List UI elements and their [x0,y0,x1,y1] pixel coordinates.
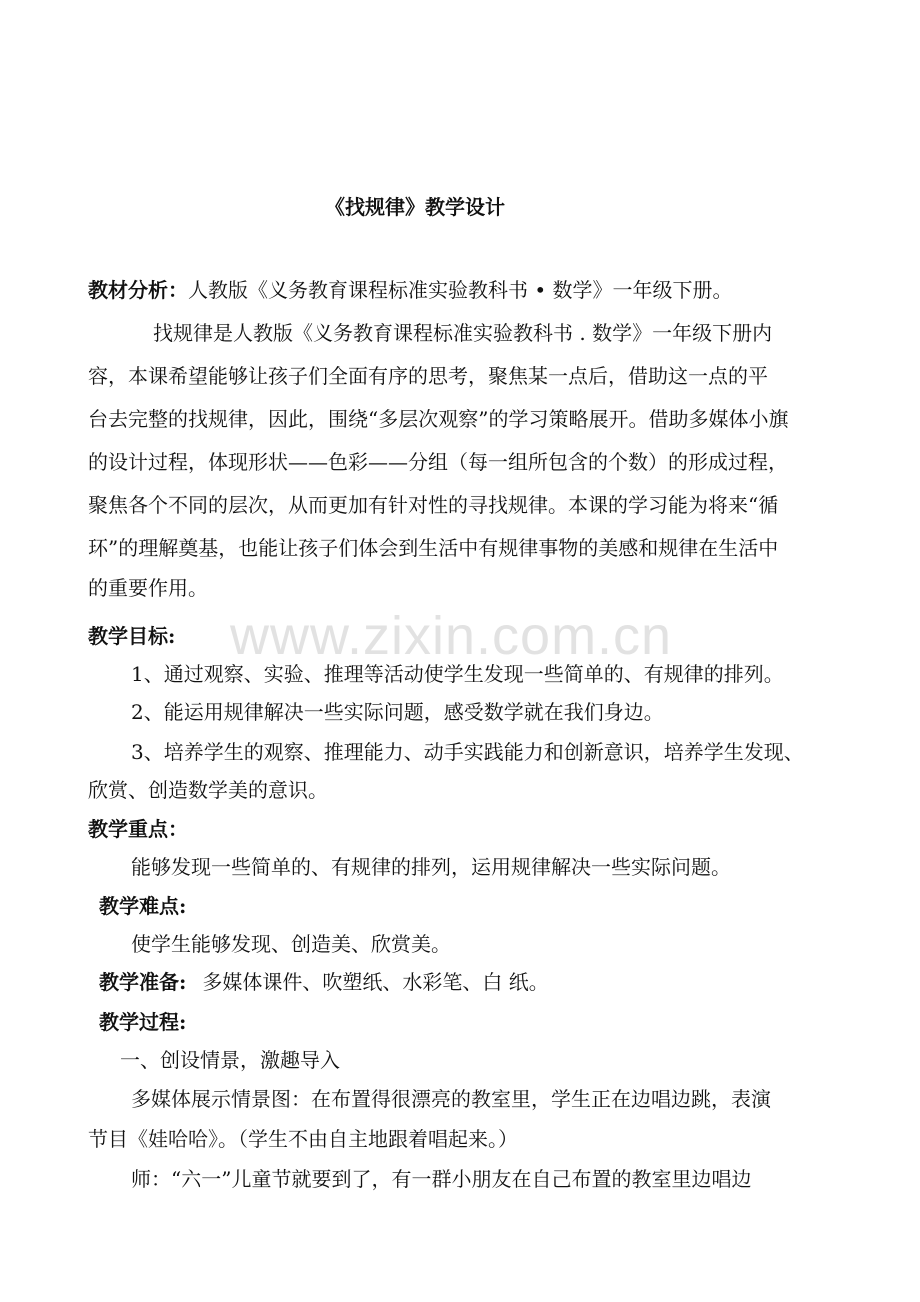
material-paragraph-line: 的设计过程，体现形状——色彩——分组（每一组所包含的个数）的形成过程， [88,450,788,474]
process-heading: 教学过程: [99,1010,187,1034]
material-paragraph-line: 台去完整的找规律，因此，围绕“多层次观察”的学习策略展开。借助多媒体小旗 [88,407,789,431]
goal-item-continued: 欣赏、创造数学美的意识。 [88,778,328,802]
material-paragraph-line: 环”的理解奠基，也能让孩子们体会到生活中有规律事物的美感和规律在生活中 [88,536,779,560]
goal-item: 1、通过观察、实验、推理等活动使学生发现一些简单的、有规律的排列。 [131,662,784,686]
preparation-line [99,968,549,996]
material-paragraph-line: 找规律是人教版《义务教育课程标准实验教科书 . 数学》一年级下册内 [153,321,773,345]
section-heading: 一、创设情景，激趣导入 [120,1048,340,1072]
process-paragraph-line: 多媒体展示情景图：在布置得很漂亮的教室里，学生正在边唱边跳，表演 [131,1087,771,1111]
key-points-heading: 教学重点： [88,817,188,841]
difficulty-text: 使学生能够发现、创造美、欣赏美。 [131,932,451,956]
goals-heading: 教学目标: [88,624,176,648]
material-paragraph-line: 聚焦各个不同的层次，从而更加有针对性的寻找规律。本课的学习能为将来“循 [88,493,779,517]
watermark: www.zixin.com.cn [230,606,673,666]
goal-item: 3、培养学生的观察、推理能力、动手实践能力和创新意识，培养学生发现、 [131,740,804,764]
material-intro: 人教版《义务教育课程标准实验教科书 • 数学》一年级下册。 [188,278,733,302]
document-title: 《找规律》教学设计 [325,195,505,219]
goal-item: 2、能运用规律解决一些实际问题，感受数学就在我们身边。 [131,700,664,724]
preparation-text: 多媒体课件、吹塑纸、水彩笔、白 纸。 [202,970,549,994]
process-paragraph-line: 师：“六一”儿童节就要到了，有一群小朋友在自己布置的教室里边唱边 [131,1167,752,1191]
material-paragraph-line: 容，本课希望能够让孩子们全面有序的思考，聚焦某一点后，借助这一点的平 [88,364,768,388]
preparation-label: 教学准备: [99,970,187,994]
process-paragraph-line: 节目《娃哈哈》。（学生不由自主地跟着唱起来。） [88,1127,518,1151]
key-points-text: 能够发现一些简单的、有规律的排列，运用规律解决一些实际问题。 [131,855,731,879]
material-paragraph-line: 的重要作用。 [88,576,208,600]
material-label: 教材分析： [88,278,188,302]
difficulty-heading: 教学难点: [99,894,187,918]
material-analysis-line [88,276,733,304]
